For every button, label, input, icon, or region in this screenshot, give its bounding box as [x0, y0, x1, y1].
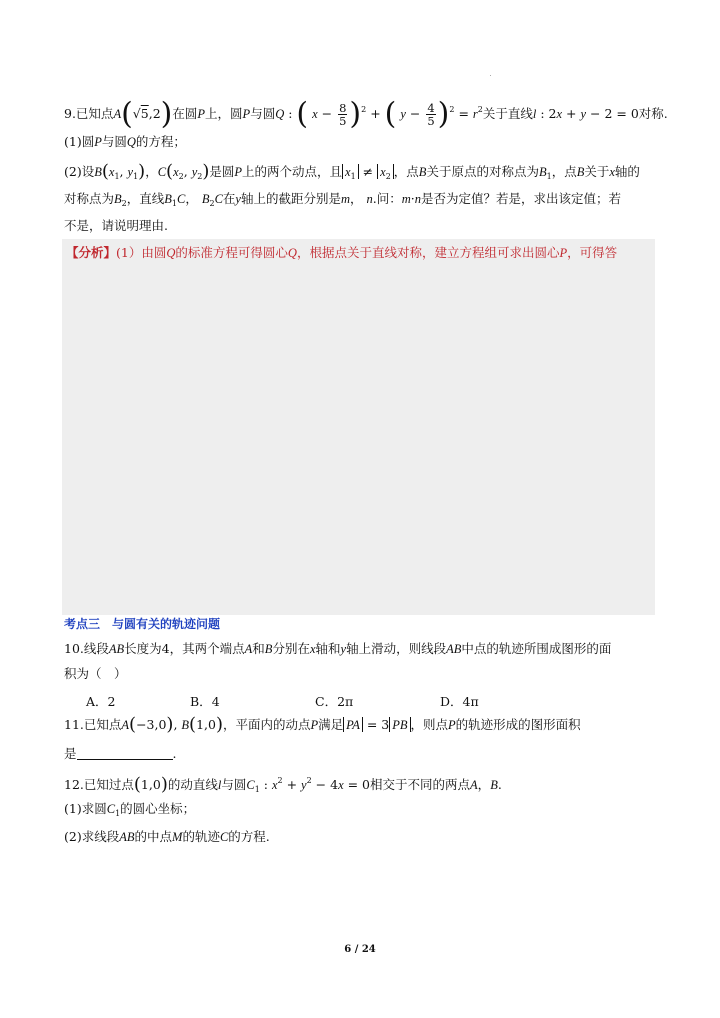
q12-part1: (1)求圆$C_1$的圆心坐标； — [64, 801, 196, 818]
scan-dot — [490, 75, 491, 76]
section-title: 考点三 与圆有关的轨迹问题 — [64, 617, 221, 631]
q10-statement-line2: 积为（ ） — [64, 666, 127, 681]
q10-option-b[interactable]: B．4 — [190, 694, 220, 709]
q9-part2-line3: 不是，请说明理由. — [64, 218, 168, 233]
q11-statement-line2: 是 . — [64, 746, 177, 761]
answer-blank[interactable] — [77, 747, 173, 760]
page-number: 6 / 24 — [344, 944, 376, 955]
q11-statement-line1: 11.已知点A(−3,0), B(1,0)，平面内的动点P满足 PA = 3 PB ，则点P的轨迹形成的图形面积 — [64, 714, 581, 735]
q12-part2: (2)求线段AB的中点M的轨迹C的方程. — [64, 829, 270, 844]
q9-statement: 9.已知点A(√5,2)在圆P上，圆P与圆Q : ( x − $\frac{8}{5}$ )$^2$ + ( y − $\frac{4}{5}$ )$^2 = r^2$关于直线l : 2x + y − 2 = 0对称. — [64, 96, 668, 132]
q10-statement-line1: 10.线段AB长度为4，其两个端点A和B分别在x轴和y轴上滑动，则线段AB中点的轨迹所围成图形的面 — [64, 641, 612, 656]
q9-part2-line1: (2)设$B(x_1$, $y_1$)，$C(x_2$, $y_2$)是圆P上的两个动点，且 $x_1 \ne x_2$ ，点B关于原点的对称点为$B_1$，点B关于x轴的 — [64, 161, 640, 182]
q10-option-c[interactable]: C．2π — [315, 694, 354, 709]
analysis-text: 【分析】(1）由圆Q的标准方程可得圆心Q，根据点关于直线对称，建立方程组可求出圆心P，可得答 — [66, 245, 618, 260]
q10-option-d[interactable]: D．4π — [440, 694, 479, 709]
analysis-panel — [62, 239, 655, 615]
q10-option-a[interactable]: A．2 — [86, 694, 116, 709]
q9-part1: (1)圆P与圆Q的方程； — [64, 134, 186, 149]
q9-part2-line2: 对称点为$B_2$，直线$B_1C$， $B_2C$在y轴上的截距分别是m， n.问：m·n是否为定值？若是，求出该定值；若 — [64, 191, 622, 208]
q12-statement: 12.已知过点(1,0)的动直线l与圆$C_1$ : $x^2 + y^2 - 4x = 0$相交于不同的两点A，B. — [64, 774, 502, 795]
